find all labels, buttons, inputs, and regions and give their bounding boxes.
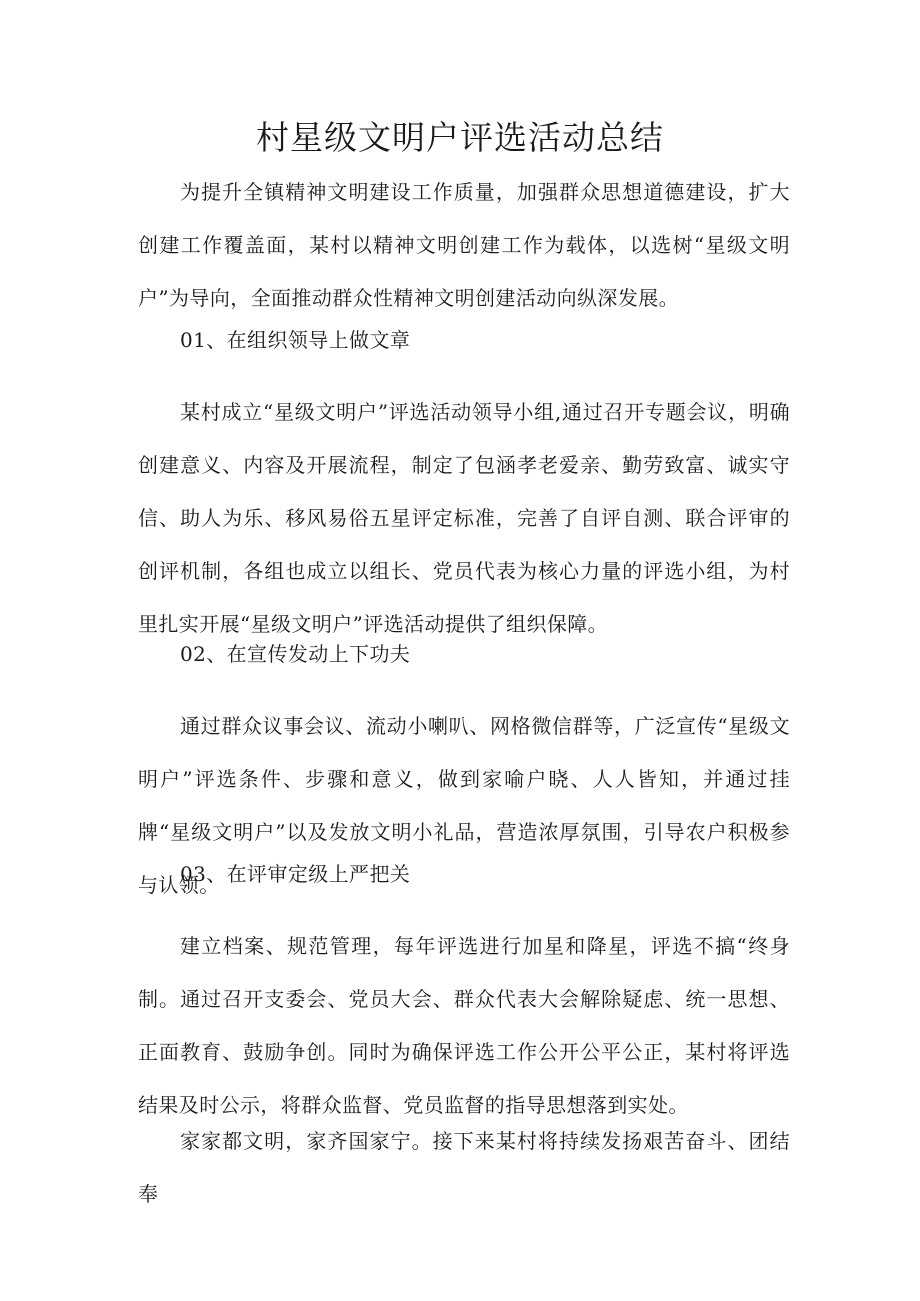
section-body-3: 建立档案、规范管理，每年评选进行加星和降星，评选不搞“终身制。通过召开支委会、党员大会、群众代表大会解除疑虑、统一思想、正面教育、鼓励争创。同时为确保评选工作公开公平公正，某村将评选结果及时公示，将群众监督、党员监督的指导思想落到实处。 bbox=[138, 934, 790, 1117]
section-heading-3: 03、在评审定级上严把关 bbox=[180, 862, 411, 886]
section-body-2: 通过群众议事会议、流动小喇叭、网格微信群等，广泛宣传“星级文明户”评选条件、步骤和意义，做到家喻户晓、人人皆知，并通过挂牌“星级文明户”以及发放文明小礼品，营造浓厚氛围，引导农户积极参与认领。 bbox=[138, 714, 790, 897]
section-body-1: 某村成立“星级文明户”评选活动领导小组,通过召开专题会议，明确创建意义、内容及开展流程，制定了包涵孝老爱亲、勤劳致富、诚实守信、助人为乐、移风易俗五星评定标准，完善了自评自测、联合评审的创评机制，各组也成立以组长、党员代表为核心力量的评选小组，为村里扎实开展“星级文明户”评选活动提供了组织保障。 bbox=[138, 400, 790, 636]
section-heading-1: 01、在组织领导上做文章 bbox=[180, 328, 411, 352]
closing-paragraph: 家家都文明，家齐国家宁。接下来某村将持续发扬艰苦奋斗、团结奉 bbox=[138, 1129, 790, 1206]
intro-paragraph: 为提升全镇精神文明建设工作质量，加强群众思想道德建设，扩大创建工作覆盖面，某村以精神文明创建工作为载体，以选树“星级文明户”为导向，全面推动群众性精神文明创建活动向纵深发展。 bbox=[138, 180, 790, 310]
section-heading-2: 02、在宣传发动上下功夫 bbox=[180, 642, 411, 666]
document-title: 村星级文明户评选活动总结 bbox=[256, 118, 664, 157]
